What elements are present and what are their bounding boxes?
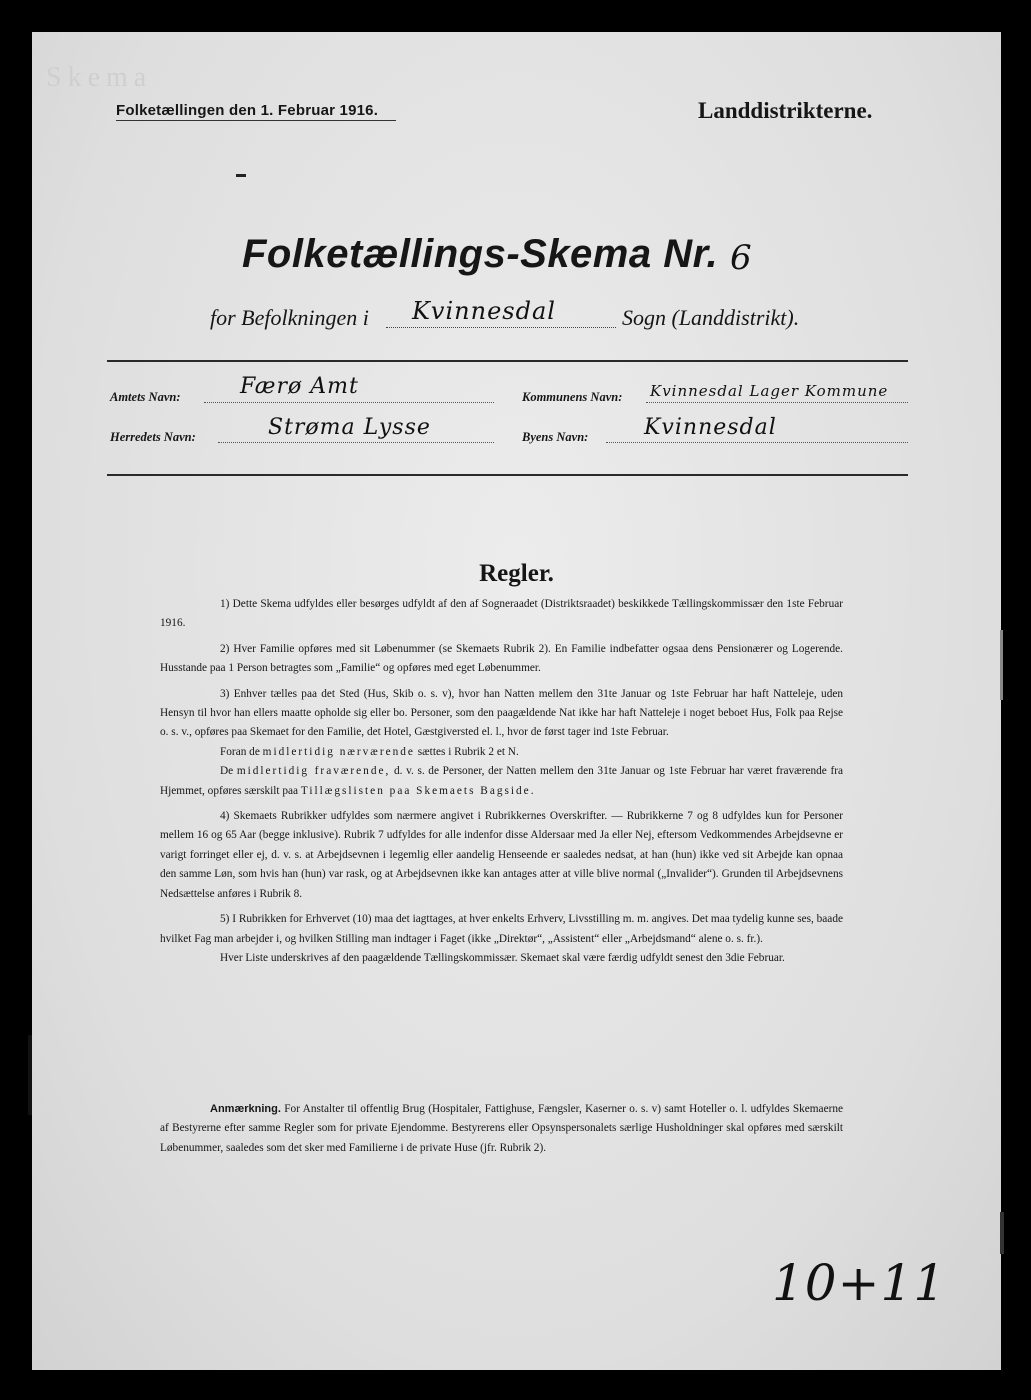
sheet-count-handwritten: 10+11	[772, 1254, 947, 1312]
district-label: Herredets Navn:	[110, 430, 196, 444]
top-rule	[107, 360, 908, 362]
district-dotted-line	[218, 442, 494, 443]
form-number-handwritten: 6	[730, 238, 753, 278]
census-date-header: Folketællingen den 1. Februar 1916.	[116, 102, 379, 119]
rules-body	[160, 595, 843, 968]
rule-2: 2) Hver Familie opføres med sit Løbenummer (se Skemaets Rubrik 2). En Familie indbefatter ogsaa dens Pensionærer og Logerende. Husstande paa 1 Person betragtes som „Familie“ og opføres med eget Løbenummer.	[160, 642, 843, 675]
parish-dotted-line	[386, 327, 616, 328]
rule-5: 5) I Rubrikken for Erhvervet (10) maa det iagttages, at hver enkelts Erhverv, Livsstilling m. m. angives. Det maa tydelig kunne ses, baade hvilket Fag man arbejder i, og hvilken Stilling man indtager i Faget (ikke „Direktør“, „Assistent“ eller „Arbejdsmand“ alene o. s. fr.).	[160, 913, 843, 945]
rule-1: 1) Dette Skema udfyldes eller besørges udfyldt af den af Sogneraadet (Distriktsraadet) beskikkede Tællingskommissær den 1ste Februar 1916.	[160, 598, 843, 630]
town-label: Byens Navn:	[522, 430, 589, 444]
header-underline	[116, 120, 396, 121]
county-dotted-line	[204, 402, 494, 403]
district-handwritten: Strøma Lysse	[268, 415, 431, 440]
town-handwritten: Kvinnesdal	[644, 415, 777, 440]
rule-3-temporary-present: Foran de midlertidig nærværende sættes i Rubrik 2 et N.	[220, 745, 519, 758]
census-form-page	[32, 32, 1001, 1370]
bleed-through-text: Skema	[46, 62, 153, 93]
parish-type-label: Sogn (Landdistrikt).	[622, 305, 800, 330]
rule-4: 4) Skemaets Rubrikker udfyldes som nærmere angivet i Rubrikkernes Overskrifter. — Rubrikkerne 7 og 8 udfyldes kun for Personer mellem 16 og 65 Aar (begge inklusive). Rubrik 7 udfyldes for alle indenfor disse Aldersaar med Ja eller Nej, eftersom Vedkommendes Arbejdsevne er varigt forringet eller ej, d. v. s. at Arbejdsevnen i legemlig eller aandelig Henseende er saaledes nedsat, at han (hun) ikke ved sit Arbejde kan opnaa den samme Løn, som hvis han (hun) var rask, og at Arbejdsevnen ikke kan antages atter at ville blive normal („Invalider“). Grunden til Arbejdsevnens Nedsættelse anføres i Rubrik 8.	[160, 810, 843, 900]
remark-text: For Anstalter til offentlig Brug (Hospitaler, Fattighuse, Fængsler, Kaserner o. s. v) samt Hoteller o. l. udfyldes Skemaerne af Bestyrerne efter samme Regler som for private Ejendomme. Bestyrerens eller Opsynspersonalets særlige Husholdninger skal opføres med særskilt Løbenummer, saaledes som det sker med Familierne i de private Huse (jfr. Rubrik 2).	[160, 1103, 844, 1154]
remark-paragraph	[160, 1100, 843, 1158]
edge-mark	[28, 1035, 32, 1115]
rule-6: Hver Liste underskrives af den paagældende Tællingskommissær. Skemaet skal være færdig udfyldt senest den 3die Februar.	[220, 951, 785, 964]
county-handwritten: Færø Amt	[240, 374, 359, 399]
remark-block	[160, 1100, 843, 1158]
district-type-header: Landdistrikterne.	[698, 98, 873, 123]
bottom-rule	[107, 474, 908, 476]
population-label: for Befolkningen i	[210, 305, 369, 330]
rule-3: 3) Enhver tælles paa det Sted (Hus, Skib o. s. v), hvor han Natten mellem den 31te Januar og 1ste Februar har haft Natteleje, uden Hensyn til hvor han ellers maatte opholde sig eller bo. Personer, som den paagældende Nat ikke har haft Natteleje i noget beboet Hus, Folk paa Rejse o. s. v., opføres paa Skemaet for den Familie, det Hotel, Gæstgiversted el. l., hvor de først tager ind 1ste Februar.	[160, 687, 843, 739]
county-label: Amtets Navn:	[110, 390, 181, 404]
town-dotted-line	[606, 442, 908, 443]
municipality-handwritten: Kvinnesdal Lager Kommune	[650, 382, 889, 400]
form-title: Folketællings-Skema Nr.	[242, 232, 719, 276]
remark-label: Anmærkning.	[210, 1103, 281, 1115]
rule-3-temporary-absent: De midlertidig fraværende, d. v. s. de Personer, der Natten mellem den 31te Januar og 1ste Februar har været fraværende fra Hjemmet, opføres særskilt paa Tillægslisten paa Skemaets Bagside.	[160, 765, 843, 797]
ink-mark	[236, 174, 246, 177]
rules-heading: Regler.	[479, 560, 554, 587]
municipality-dotted-line	[646, 402, 908, 403]
edge-mark	[1000, 1212, 1004, 1254]
parish-handwritten: Kvinnesdal	[412, 297, 556, 325]
edge-mark	[1000, 630, 1003, 700]
municipality-label: Kommunens Navn:	[522, 390, 623, 404]
